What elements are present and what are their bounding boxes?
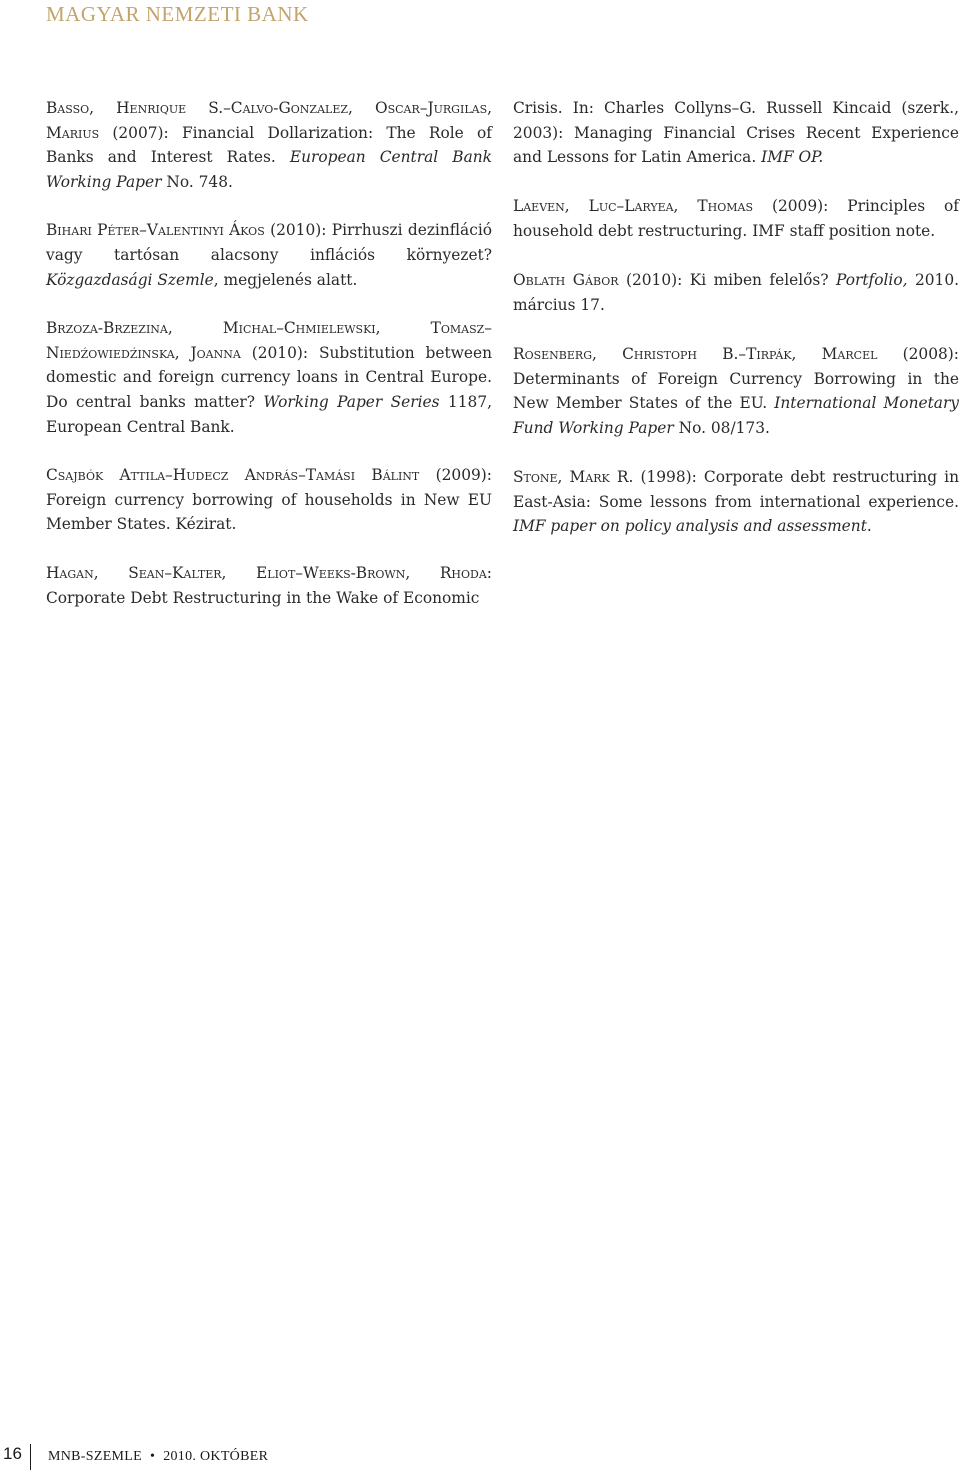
- reference-italic: Portfolio,: [836, 271, 908, 290]
- reference-entry: [46, 561, 492, 610]
- reference-text: (2009): Foreign currency borrowing of households in New EU Member States. Kézirat.: [46, 466, 492, 534]
- reference-entry: [513, 342, 959, 440]
- footer-bullet: •: [150, 1449, 156, 1464]
- reference-italic: European Central Bank Working Paper: [46, 148, 492, 191]
- reference-authors: Bihari Péter–Valentinyi Ákos: [46, 221, 265, 240]
- reference-text: Crisis. In: Charles Collyns–G. Russell Kincaid (szerk., 2003): Managing Financial Crises Recent Experience and Lessons for Latin America.: [513, 99, 959, 167]
- reference-tail: , megjelenés alatt.: [213, 270, 358, 289]
- reference-tail: 1187, European Central Bank.: [46, 392, 492, 436]
- reference-text: (1998): Corporate debt restructuring in East-Asia: Some lessons from international experience.: [513, 467, 959, 511]
- reference-entry: [513, 465, 959, 539]
- footer-issue: 2010. OKTÓBER: [163, 1449, 269, 1464]
- reference-italic: IMF paper on policy analysis and assessment: [513, 517, 867, 536]
- reference-text: (2007): Financial Dollarization: The Role of Banks and Interest Rates.: [46, 123, 492, 167]
- reference-text: (2010): Pirrhuszi dezinfláció vagy tartósan alacsony inflációs környezet?: [46, 221, 493, 264]
- running-header: [46, 2, 309, 27]
- reference-entry: [46, 463, 492, 537]
- reference-italic: International Monetary Fund Working Paper: [513, 394, 960, 437]
- reference-entry: [513, 194, 959, 243]
- reference-text: (2008): Determinants of Foreign Currency Borrowing in the New Member States of the EU.: [513, 344, 959, 413]
- reference-authors: Stone, Mark R.: [513, 467, 634, 486]
- reference-authors: Hagan, Sean–Kalter, Eliot–Weeks-Brown, Rhoda:: [46, 563, 492, 582]
- reference-tail: No. 08/173.: [673, 418, 770, 437]
- reference-tail: No. 748.: [161, 172, 233, 191]
- reference-text: (2009): Principles of household debt restructuring. IMF staff position note.: [513, 197, 959, 240]
- references-column-right: [513, 96, 959, 539]
- reference-entry: [46, 218, 492, 292]
- reference-entry: [46, 96, 492, 194]
- reference-entry: [513, 268, 959, 317]
- reference-authors: Basso, Henrique S.–Calvo-Gonzalez, Oscar–Jurgilas, Marius: [46, 99, 492, 142]
- reference-italic: Közgazdasági Szemle: [46, 270, 214, 289]
- reference-entry: [46, 316, 492, 439]
- reference-text: (2010): Ki miben felelős?: [618, 271, 836, 290]
- footer-publication-line: [48, 1449, 268, 1465]
- reference-authors: Rosenberg, Christoph B.–Tirpák, Marcel: [513, 344, 878, 363]
- references-column-left: [46, 96, 492, 610]
- reference-italic: IMF OP.: [761, 148, 824, 167]
- reference-italic: Working Paper Series: [263, 392, 440, 411]
- header-title: MAGYAR NEMZETI BANK: [46, 2, 309, 26]
- reference-authors: Laeven, Luc–Laryea, Thomas: [513, 197, 754, 216]
- reference-authors: Csajbók Attila–Hudecz András–Tamási Bálint: [46, 466, 420, 485]
- reference-text: (2010): Substitution between domestic and foreign currency loans in Central Europe. Do central banks matter?: [46, 343, 492, 411]
- page-number: 16: [3, 1444, 22, 1463]
- footer-divider: [30, 1444, 31, 1470]
- reference-tail: 2010. március 17.: [513, 271, 959, 314]
- footer-publication: MNB-SZEMLE: [48, 1449, 142, 1464]
- page-footer: [0, 1444, 960, 1470]
- reference-authors: Brzoza-Brzezina, Michal–Chmielewski, Tomasz–Niedźowiedźinska, Joanna: [46, 319, 492, 362]
- reference-authors: Oblath Gábor: [513, 271, 619, 290]
- reference-text: Corporate Debt Restructuring in the Wake of Economic: [46, 588, 480, 607]
- reference-entry: [513, 96, 959, 170]
- reference-tail: .: [866, 517, 872, 536]
